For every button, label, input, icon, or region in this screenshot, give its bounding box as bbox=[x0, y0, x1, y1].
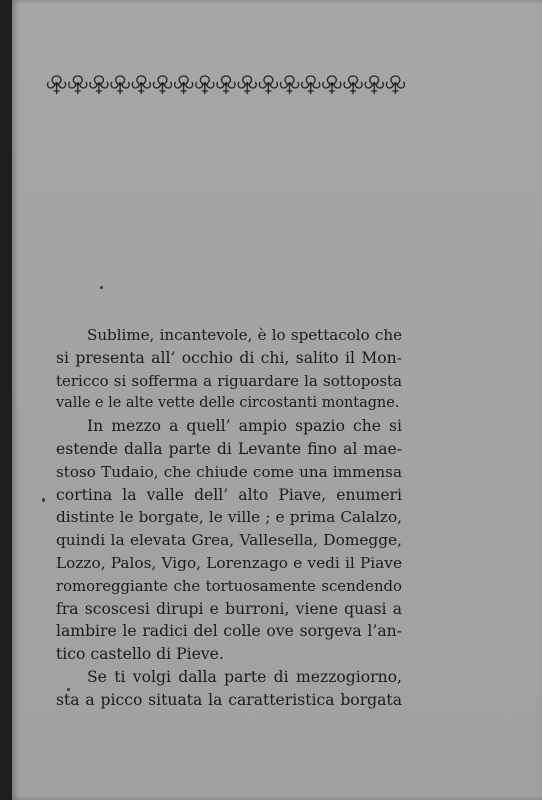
fleuron-motif bbox=[153, 76, 171, 94]
text-line: distinte le borgate, le ville ; e prima Calalzo, bbox=[56, 508, 402, 527]
text-line: cortina la valle dell’ alto Piave, enumeri bbox=[56, 485, 402, 504]
fleuron-motif bbox=[280, 76, 298, 94]
fleuron-motif bbox=[132, 76, 150, 94]
text-line: Lozzo, Palos, Vigo, Lorenzago e vedi il Piave bbox=[56, 553, 402, 572]
paragraph bbox=[56, 415, 402, 666]
text-line: estende dalla parte di Levante fino al mae- bbox=[56, 439, 402, 458]
text-line: Sublime, incantevole, è lo spettacolo che bbox=[87, 326, 402, 344]
fleuron-motif bbox=[90, 76, 108, 94]
fleuron-motif bbox=[365, 76, 383, 94]
text-line: In mezzo a quell’ ampio spazio che si bbox=[87, 417, 402, 436]
ink-speck bbox=[42, 498, 45, 502]
body-text bbox=[56, 324, 402, 712]
text-line: romoreggiante che tortuosamente scendendo bbox=[56, 576, 402, 595]
text-line: valle e le alte vette delle circostanti montagne. bbox=[56, 395, 400, 412]
text-line: si presenta all’ occhio di chi, salito il Mon- bbox=[56, 348, 402, 367]
text-line: sta a picco situata la caratteristica borgata bbox=[56, 690, 402, 709]
ink-speck bbox=[100, 286, 103, 289]
text-line: stoso Tudaio, che chiude come una immensa bbox=[56, 462, 402, 481]
text-line: fra scoscesi dirupi e burroni, viene quasi a bbox=[56, 599, 402, 618]
fleuron-border-icon bbox=[46, 72, 406, 98]
paragraph bbox=[56, 666, 402, 712]
fleuron-motif bbox=[48, 76, 66, 94]
fleuron-motif bbox=[217, 76, 235, 94]
paragraph bbox=[56, 324, 402, 415]
fleuron-motif bbox=[302, 76, 320, 94]
fleuron-motif bbox=[323, 76, 341, 94]
fleuron-motif bbox=[175, 76, 193, 94]
text-line: lambire le radici del colle ove sorgeva l’an- bbox=[56, 622, 402, 641]
text-line: tico castello di Pieve. bbox=[56, 645, 224, 664]
fleuron-motif bbox=[259, 76, 277, 94]
fleuron-motif bbox=[386, 76, 404, 94]
ink-speck bbox=[67, 688, 70, 691]
fleuron-motif bbox=[111, 76, 129, 94]
fleuron-motif bbox=[196, 76, 214, 94]
text-line: Se ti volgi dalla parte di mezzogiorno, bbox=[87, 667, 402, 686]
fleuron-motif bbox=[238, 76, 256, 94]
fleuron-motif bbox=[344, 76, 362, 94]
book-page bbox=[12, 0, 542, 800]
fleuron-motif bbox=[69, 76, 87, 94]
text-line: quindi la elevata Grea, Vallesella, Domegge, bbox=[56, 531, 402, 550]
text-line: tericco si sofferma a riguardare la sottoposta bbox=[56, 371, 402, 390]
